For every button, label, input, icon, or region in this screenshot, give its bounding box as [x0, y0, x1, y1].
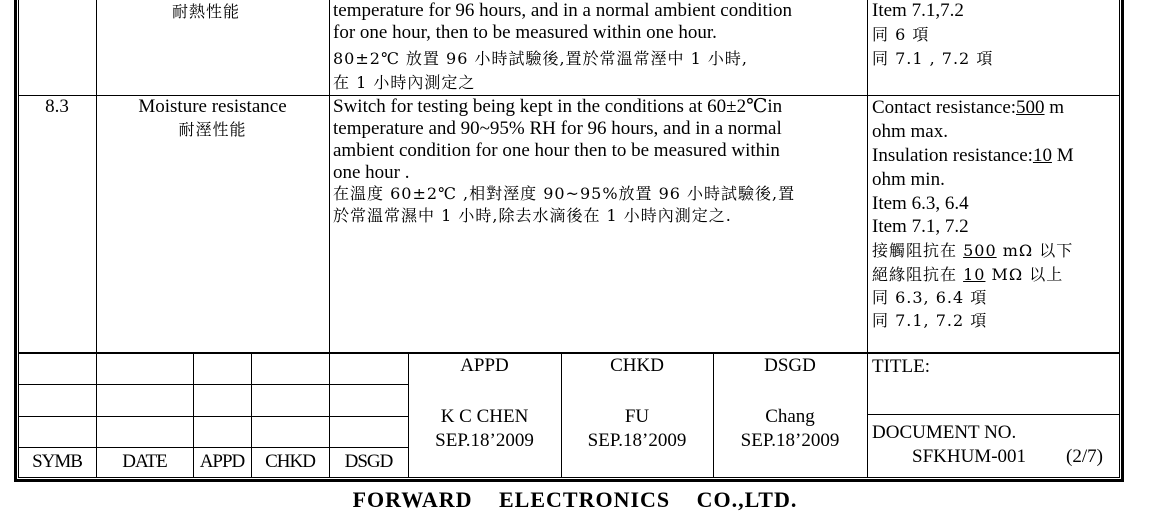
approval-name: FU: [624, 406, 650, 427]
requirement-text: 同 6 項: [872, 25, 930, 44]
divider: [96, 0, 97, 352]
item-name-zh: 耐熱性能: [172, 2, 241, 21]
insulation-resistance-spec: ohm min.: [872, 169, 945, 190]
requirement-text: 絕緣阻抗在 10 MΩ 以上: [872, 265, 1064, 284]
rev-header-dsgd: DSGD: [344, 451, 393, 472]
divider: [867, 414, 1120, 415]
test-description-zh: 在溫度 60±2℃ ,相對溼度 90~95%放置 96 小時試驗後,置 於常溫常濕中 1 小時,除去水滴後在 1 小時內測定之.: [333, 184, 796, 225]
approval-role: DSGD: [764, 355, 816, 376]
approval-date: SEP.18’2009: [740, 430, 840, 451]
divider: [18, 447, 408, 448]
requirement-text: 同 7.1, 7.2 項: [872, 311, 988, 330]
requirement-text: Item 7.1,7.2: [872, 0, 964, 21]
divider: [329, 0, 330, 352]
company-name: FORWARD ELECTRONICS CO.,LTD.: [352, 487, 798, 512]
requirement-text: 同 7.1 , 7.2 項: [872, 49, 994, 68]
approval-role: CHKD: [610, 355, 664, 376]
divider: [18, 352, 1120, 354]
approval-role: APPD: [460, 355, 509, 376]
title-label: TITLE:: [872, 356, 931, 377]
test-description-en: Switch for testing being kept in the conditions at 60±2℃in temperature and 90~95% RH for 96 hours, and in a normal ambient condition for one hour then to be measured within one hour .: [333, 96, 783, 183]
approval-date: SEP.18’2009: [435, 430, 534, 451]
test-description-en: temperature for 96 hours, and in a normal ambient condition for one hour, then to be measured within one hour.: [333, 0, 793, 43]
item-name-en: Moisture resistance: [138, 96, 287, 117]
item-name-zh: 耐溼性能: [178, 120, 247, 139]
document-number-label: DOCUMENT NO.: [872, 422, 1017, 443]
page-number: (2/7): [1066, 446, 1103, 467]
document-number: SFKHUM-001: [912, 446, 1027, 467]
divider: [18, 384, 408, 385]
contact-resistance-spec: Contact resistance:500 m: [872, 97, 1065, 118]
requirement-text: 接觸阻抗在 500 mΩ 以下: [872, 241, 1074, 260]
test-description-zh: 80±2℃ 放置 96 小時試驗後,置於常溫常溼中 1 小時,: [333, 49, 748, 68]
contact-resistance-spec: ohm max.: [872, 121, 948, 142]
rev-header-date: DATE: [122, 451, 167, 472]
test-description-zh: 在 1 小時內測定之: [333, 73, 476, 92]
requirement-text: 同 6.3, 6.4 項: [872, 288, 988, 307]
approval-date: SEP.18’2009: [587, 430, 687, 451]
insulation-resistance-spec: Insulation resistance:10 M: [872, 145, 1074, 166]
rev-header-appd: APPD: [199, 451, 245, 472]
approval-name: K C CHEN: [440, 406, 529, 427]
requirement-text: Item 7.1, 7.2: [872, 216, 969, 237]
item-number: 8.3: [45, 96, 69, 117]
rev-header-chkd: CHKD: [265, 451, 315, 472]
approval-name: Chang: [765, 406, 815, 427]
divider: [867, 0, 868, 478]
requirement-text: Item 6.3, 6.4: [872, 193, 969, 214]
divider: [18, 416, 408, 417]
rev-header-symb: SYMB: [32, 451, 82, 472]
